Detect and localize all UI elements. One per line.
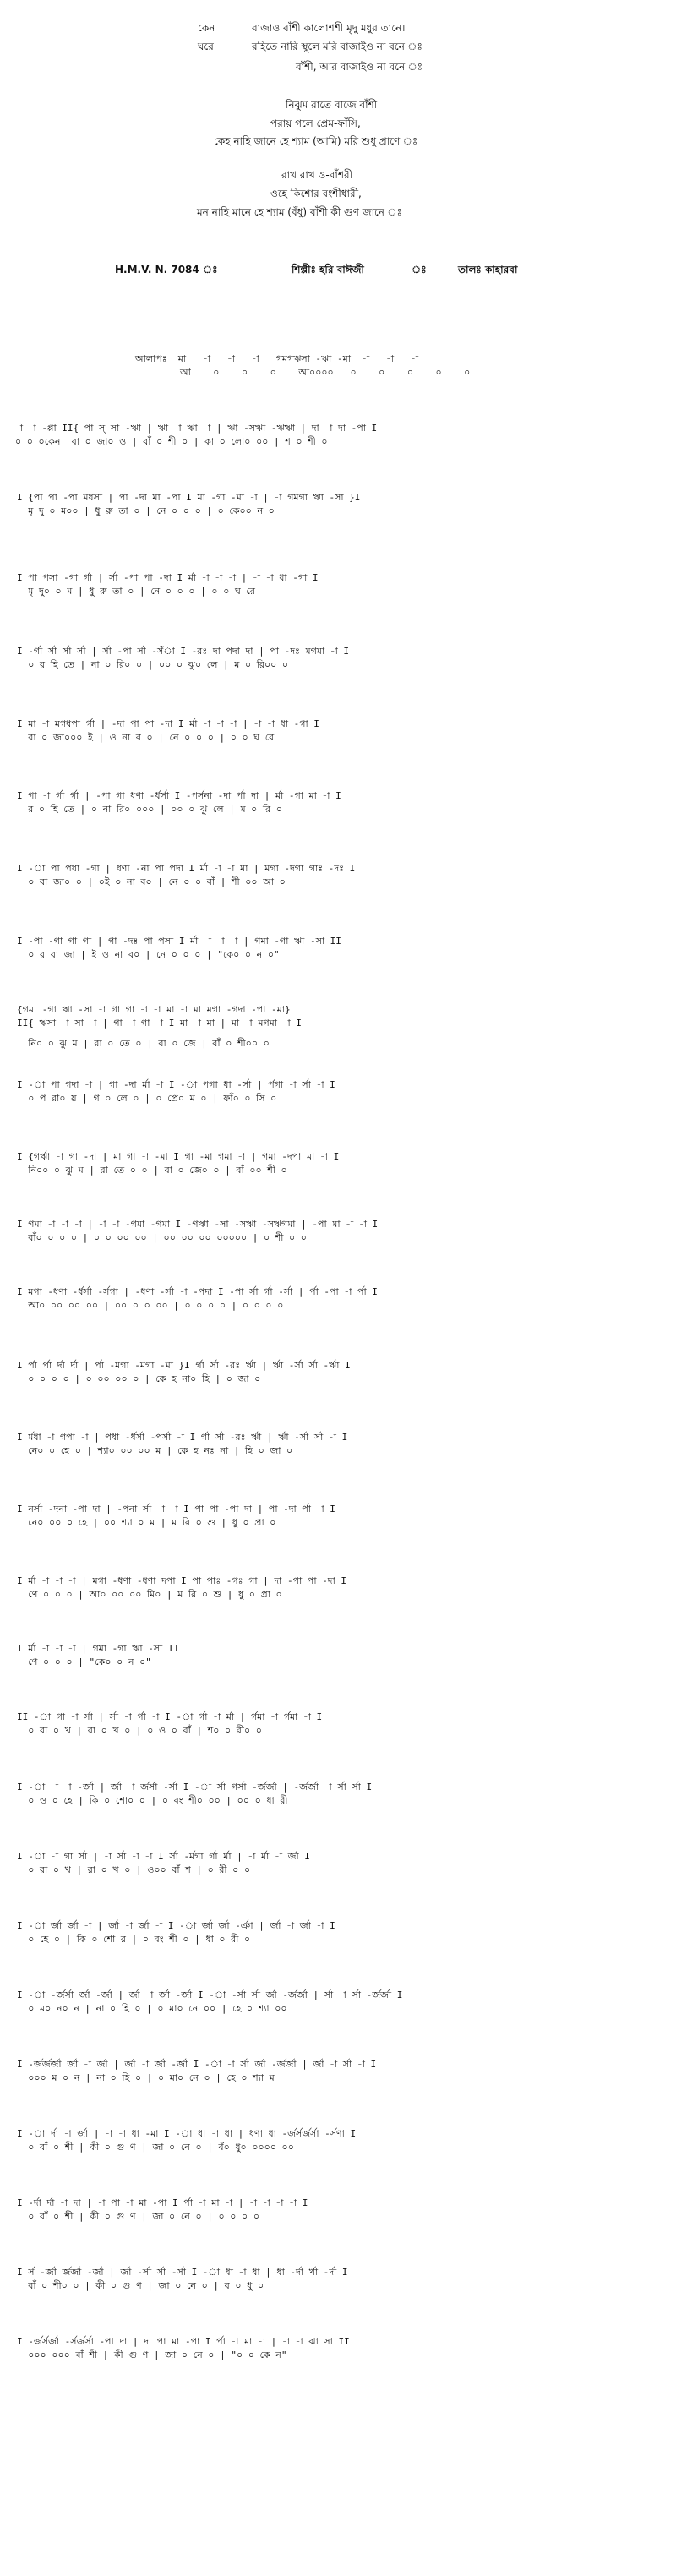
- lyric-line: পরায় গলে প্রেম-ফাঁসি,: [270, 117, 361, 129]
- syllable-line: ০ বাঁ ০ শী | কী ০ গু ণ | জা ০ নে ০ | ০ ০ ০ ০: [17, 2211, 259, 2222]
- swara-line: I -া পা পধা -গা | ধণা -না পা পদা I র্মা -া -া মা | মগা -দগা গাঃ -দঃ I: [17, 863, 356, 874]
- swara-line: I নর্সা -দনা -পা দা | -পনা র্সা -া -া I পা পা -পা দা | পা -দা র্পা -া I: [17, 1504, 335, 1514]
- syllable-line: ০ হে ০ | কি ০ শো র | ০ বং শী ০ | ধা ০ রী ০: [17, 1934, 251, 1945]
- swara-line: I {গর্ঋা -া গা -দা | মা গা -া -মা I গা -মা গমা -া | গমা -দপা মা -া I: [17, 1151, 340, 1162]
- syllable-line: ০ প রা০ য় | গ ০ লে ০ | ০ প্রে০ ম ০ | ফাঁ০ ০ সি ০: [17, 1093, 277, 1104]
- lyric-line: কেহ নাহি জানে হে শ্যাম (আমি) মরি শুধু প্রাণে ঃ: [214, 135, 418, 147]
- swara-line: I -র্দা র্দা -া দা | -া পা -া মা -পা I র্পা -া মা -া | -া -া -া -া I: [17, 2197, 308, 2208]
- syllable-line: আ ০ ০ ০ আ০০০০ ০ ০ ০ ০ ০: [135, 367, 471, 378]
- swara-line: I মগা -ধণা -র্ধর্সা -র্সগা | -ধণা -র্সা -া -পদা I -পা র্সা র্গা -র্সা | র্পা -পা -া র্পা I: [17, 1286, 378, 1297]
- syllable-line: মৃ দু০ ০ ম | ধু রু তা ০ | নে ০ ০ ০ | ০ ০ ঘ রে: [17, 586, 255, 597]
- taal-name: তালঃ কাহারবা: [458, 264, 518, 276]
- syllable-line: ০ র হি তে | না ০ রি০ ০ | ০০ ০ ঝু০ লে | ম ০ রি০০ ০: [17, 659, 289, 670]
- lyric-line: ওহে কিশোর বংশীধারী,: [270, 188, 362, 199]
- syllable-line: ণে ০ ০ ০ | "কে০ ০ ন ০": [17, 1656, 151, 1667]
- lyric-label: কেন: [198, 22, 215, 34]
- syllable-line: II{ ঋসা -া সা -া | গা -া গা -া I মা -া মা | মা -া মগমা -া I: [17, 1018, 302, 1029]
- lyric-line: বাঁশী, আর বাজাইও না বনে ঃ: [296, 61, 423, 73]
- syllable-line: নি০০ ০ ঝু ম | রা তে ০ ০ | বা ০ জে০ ০ | বাঁ ০০ শী ০: [17, 1165, 287, 1176]
- swara-line: II -া গা -া র্সা | র্সা -া র্গা -া I -া র্গা -া র্মা | র্গমা -া র্গমা -া I: [17, 1711, 323, 1722]
- swara-line: I -া -র্জর্সা র্জা -র্জা | র্জা -া র্জা -র্জা I -া -র্সা র্সা র্জা -র্জর্জা | র্সা -া র্সা -র্জর্জা I: [17, 1989, 403, 2000]
- syllable-line: ০০০ ০০০ বাঁ শী | কী গু ণ | জা ০ নে ০ | "০ ০ কে ন": [17, 2350, 287, 2360]
- swara-line: I র্মধা -া গপা -া | পধা -র্ধর্সা -পর্সা -া I র্গা র্সা -রঃ র্ঋা | র্ঋা -র্সা র্সা -া I: [17, 1432, 348, 1443]
- syllable-line: র ০ হি তে | ০ না রি০ ০০০ | ০০ ০ ঝু লে | ম ০ রি ০: [17, 804, 282, 815]
- syllable-line: বাঁ ০ শী০ ০ | কী ০ গু ণ | জা ০ নে ০ | ব ০ ধু ০: [17, 2280, 264, 2291]
- meta-separator: ঃ: [412, 264, 427, 276]
- syllable-line: নে০ ০০ ০ হে | ০০ শ্যা ০ ম | ম রি ০ শু | ধু ০ প্রা ০: [17, 1517, 276, 1528]
- swara-line: I -পা -গা গা গা | গা -দঃ পা পসা I র্মা -া -া -া | গমা -গা ঋা -সা II: [17, 936, 341, 947]
- swara-line: I -া -া গা র্সা | -া র্সা -া -া I র্সা -র্মগা র্গা র্মা | -া র্মা -া র্জা I: [17, 1851, 310, 1862]
- swara-line: I পা পসা -গা র্গা | র্সা -পা পা -দা I র্মা -া -া -া | -া -া ধা -গা I: [17, 572, 319, 583]
- syllable-line: নে০ ০ হে ০ | শ্যা০ ০০ ০০ ম | কে হ নঃ না | হি ০ জা ০: [17, 1445, 293, 1456]
- syllable-line: বাঁ০ ০ ০ ০ | ০ ০ ০০ ০০ | ০০ ০০ ০০ ০০০০০ | ০ শী ০ ০: [17, 1232, 307, 1243]
- swara-line: I র্মা -া -া -া | গমা -গা ঋা -সা II: [17, 1643, 180, 1654]
- swara-line: {গমা -গা ঋা -সা -া গা গা -া -া মা -া মা মগা -গদা -পা -মা}: [17, 1004, 291, 1015]
- syllable-line: মৃ দু ০ ম০০ | ধু রু তা ০ | নে ০ ০ ০ | ০ কে০০ ন ০: [17, 505, 275, 516]
- swara-line: I র্মা -া -া -া | মগা -ধণা -ধণা দপা I পা পাঃ -গঃ গা | দা -পা পা -দা I: [17, 1575, 346, 1586]
- swara-line: I -র্জর্সর্জা -র্সর্জর্সা -পা দা | দা পা মা -পা I র্পা -া মা -া | -া -া ঝা সা II: [17, 2336, 350, 2347]
- syllable-line: ০ রা ০ খ | রা ০ খ ০ | ও০০ বাঁ শ | ০ রী ০ ০: [17, 1864, 251, 1875]
- syllable-line: ণে ০ ০ ০ | আ০ ০০ ০০ মি০ | ম রি ০ শু | ধু ০ প্রা ০: [17, 1589, 282, 1600]
- swara-line: I -র্গা র্সা র্সা র্সা | র্সা -পা র্সা -সঁা I -রঃ দা পদা দা | পা -দঃ মগমা -া I: [17, 646, 350, 657]
- swara-line: I -া র্দা -া র্জা | -া -া ধা -মা I -া ধা -া ধা | ধণা ধা -র্জর্সর্জর্সা -র্সণা I: [17, 2128, 357, 2139]
- swara-line: I -া পা গদা -া | গা -দা র্মা -া I -া পগা ধা -র্সা | র্পগা -া র্সা -া I: [17, 1079, 335, 1090]
- record-number: H.M.V. N. 7084 ঃ: [115, 264, 218, 276]
- swara-line: I মা -া মগধপা র্গা | -দা পা পা -দা I র্মা -া -া -া | -া -া ধা -গা I: [17, 718, 319, 729]
- lyric-line: নিঝুম রাতে বাজে বাঁশী: [286, 99, 378, 111]
- syllable-line: ০ বাঁ ০ শী | কী ০ গু ণ | জা ০ নে ০ | বঁ০ ধু০ ০০০০ ০০: [17, 2142, 294, 2153]
- syllable-line: বা ০ জা০০০ ই | ও না ব ০ | নে ০ ০ ০ | ০ ০ ঘ রে: [17, 732, 275, 743]
- swara-line: I -া র্জা র্জা -া | র্জা -া র্জা -া I -া র্জা র্জা -র্ঞা | র্জা -া র্জা -া I: [17, 1920, 335, 1931]
- swara-line: I গমা -া -া -া | -া -া -গমা -গমা I -গঋা -সা -সঋা -সঋগমা | -পা মা -া -া I: [17, 1219, 379, 1230]
- lyric-label: ঘরে: [198, 41, 214, 52]
- swara-line: আলাপঃ মা -া -া -া গমগঋসা -ঋা -মা -া -া -া: [135, 353, 419, 364]
- syllable-line: ০ ও ০ হে | কি ০ শো০ ০ | ০ বং শী০ ০০ | ০০ ০ ধা রী: [17, 1795, 288, 1806]
- swara-line: I {পা পা -পা মধসা | পা -দা মা -পা I মা -গা -মা -া | -া গমগা ঋা -সা }I: [17, 492, 361, 503]
- lyric-line: মন নাহি মানে হে শ্যাম (বঁধু) বাঁশী কী গুণ জানে ঃ: [197, 206, 402, 218]
- syllable-line: ০০০ ম ০ ন | না ০ হি ০ | ০ মা০ নে ০ | হে ০ শ্যা ম: [17, 2072, 275, 2083]
- swara-line: I -া -া -া -র্জা | র্জা -া র্জর্সা -র্সা I -া র্সা গর্সা -র্জর্জা | -র্জর্জা -া র্সা র্সা I: [17, 1782, 373, 1793]
- syllable-line: ০ ০ ০কেন বা ০ জা০ ও | বাঁ ০ শী ০ | কা ০ লো০ ০০ | শ ০ শী ০: [15, 436, 328, 447]
- syllable-line: নি০ ০ ঝু ম | রা ০ তে ০ | বা ০ জে | বাঁ ০ শী০০ ০: [17, 1038, 270, 1049]
- syllable-line: ০ বা জা০ ০ | ০ই ০ না ব০ | নে ০ ০ বাঁ | শী ০০ আ ০: [17, 876, 286, 887]
- swara-line: -া -া -প্পা II{ পা স্ সা -ঋা | ঋা -া ঋা -া | ঋা -সঋা -ঋঋা | দা -া দা -পা I: [15, 423, 378, 434]
- lyric-line: রহিতে নারি স্থূলে মরি বাজাইও না বনে ঃ: [252, 41, 422, 52]
- swara-line: I গা -া র্গা র্গা | -পা গা ধণা -র্ধর্সা I -পর্সনা -দা র্পা দা | র্মা -গা মা -া I: [17, 790, 341, 801]
- syllable-line: ০ র বা জা | ই ও না ব০ | নে ০ ০ ০ | "কে০ ০ ন ০": [17, 949, 280, 960]
- artist-name: শিল্পীঃ হরি বাঈজী: [292, 264, 364, 276]
- swara-line: I -র্জর্জর্জা র্জা -া র্জা | র্জা -া র্জা -র্জা I -া -া র্সা র্জা -র্জর্জা | র্জা -া র্সা -া I: [17, 2059, 377, 2070]
- syllable-line: ০ রা ০ খ | রা ০ খ ০ | ০ ও ০ বাঁ | শ০ ০ রী০ ০: [17, 1725, 262, 1736]
- syllable-line: আ০ ০০ ০০ ০০ | ০০ ০ ০ ০০ | ০ ০ ০ ০ | ০ ০ ০ ০: [17, 1300, 284, 1311]
- lyric-line: বাজাও বাঁশী কালোশশী মৃদু মধুর তানে।: [252, 22, 406, 34]
- syllable-line: ০ ০ ০ ০ | ০ ০০ ০০ ০ | কে হ না০ হি | ০ জা ০: [17, 1373, 261, 1384]
- swara-line: I র্স -র্জা র্জর্জা -র্জা | র্জা -র্সা র্সা -র্সা I -া ধা -া ধা | ধা -র্দা র্খা -র্দা I: [17, 2267, 348, 2278]
- syllable-line: ০ ম০ ন০ ন | না ০ হি ০ | ০ মা০ নে ০০ | হে ০ শ্যা ০০: [17, 2003, 287, 2014]
- lyric-line: রাখ রাখ ও-বাঁশরী: [281, 169, 353, 181]
- swara-line: I র্পা র্পা র্দা র্দা | র্পা -মগা -মগা -মা }I র্গা র্সা -রঃ র্ঋা | র্ঋা -র্সা র্সা -র্ঋা I: [17, 1360, 351, 1371]
